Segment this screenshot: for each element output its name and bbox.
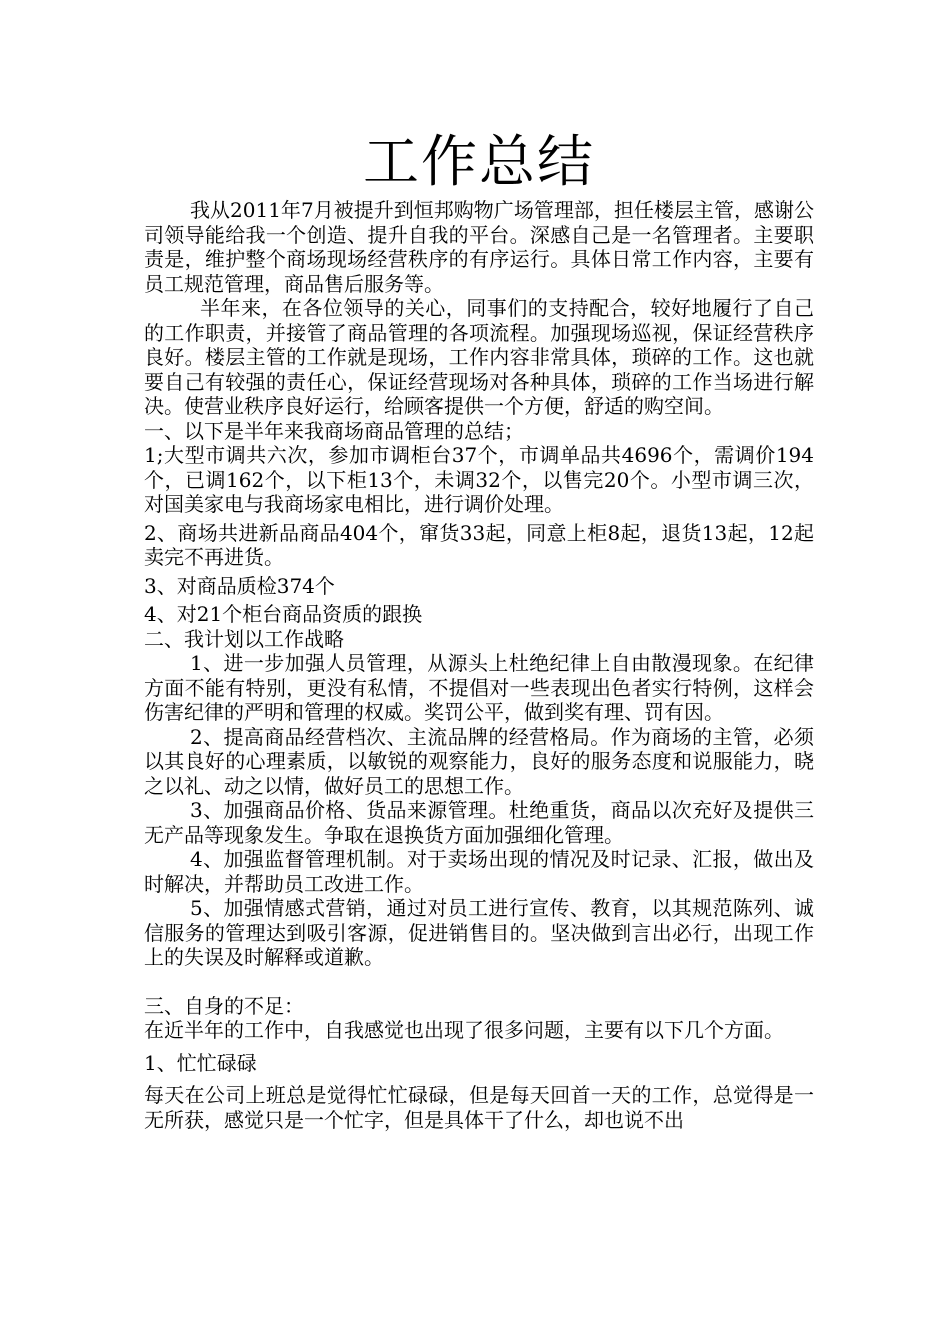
plan-item-5: 5、加强情感式营销，通过对员工进行宣传、教育，以其规范陈列、诚信服务的管理达到吸引客源，促进销售目的。坚决做到言出必行，出现工作上的失误及时解释或道歉。 [144,896,814,969]
section-heading-2: 二、我计划以工作战略 [144,626,344,651]
plan-item-2: 2、提高商品经营档次、主流品牌的经营格局。作为商场的主管，必须以其良好的心理素质，以敏锐的观察能力，良好的服务态度和说服能力，晓之以礼、动之以情，做好员工的思想工作。 [144,724,814,798]
plan-item-4: 4、加强监督管理机制。对于卖场出现的情况及时记录、汇报，做出及时解决，并帮助员工改进工作。 [144,847,814,896]
document-body [144,130,814,1132]
section-heading-3: 三、自身的不足： [144,993,304,1018]
plan-item-1: 1、进一步加强人员管理，从源头上杜绝纪律上自由散漫现象。在纪律方面不能有特别，更没有私情，不提倡对一些表现出色者实行特例，这样会伤害纪律的严明和管理的权威。奖罚公平，做到奖有理、罚有因。 [144,651,814,724]
plan-item-3: 3、加强商品价格、货品来源管理。杜绝重货，商品以次充好及提供三无产品等现象发生。争取在退换货方面加强细化管理。 [144,798,814,847]
paragraph-busy: 每天在公司上班总是觉得忙忙碌碌，但是每天回首一天的工作，总觉得是一无所获，感觉只是一个忙字，但是具体干了什么，却也说不出 [144,1083,814,1132]
list-item-1: 1;大型市调共六次，参加市调柜台37个，市调单品共4696个，需调价194个，已调162个，以下柜13个，未调32个，以售完20个。小型市调三次，对国美家电与我商场家电相比，进行调价处理。 [144,443,814,516]
paragraph-half-year: 半年来，在各位领导的关心，同事们的支持配合，较好地履行了自己的工作职责，并接管了商品管理的各项流程。加强现场巡视，保证经营秩序良好。楼层主管的工作就是现场，工作内容非常具体，琐碎的工作。这也就要自己有较强的责任心，保证经营现场对各种具体，琐碎的工作当场进行解决。使营业秩序良好运行，给顾客提供一个方便，舒适的购空间。 [144,296,814,418]
list-item-3: 3、对商品质检374个 [144,573,335,598]
list-item-2: 2、商场共进新品商品404个，窜货33起，同意上柜8起，退货13起，12起卖完不再进货。 [144,520,814,569]
paragraph-intro: 我从2011年7月被提升到恒邦购物广场管理部，担任楼层主管，感谢公司领导能给我一个创造、提升自我的平台。深感自己是一名管理者。主要职责是，维护整个商场现场经营秩序的有序运行。具体日常工作内容，主要有员工规范管理，商品售后服务等。 [144,198,814,296]
paragraph-shortcomings: 在近半年的工作中，自我感觉也出现了很多问题，主要有以下几个方面。 [144,1018,784,1042]
subheading-busy: 1、忙忙碌碌 [144,1050,257,1075]
section-heading-1: 一、以下是半年来我商场商品管理的总结； [144,418,524,443]
document-title: 工作总结 [363,130,595,195]
list-item-4: 4、对21个柜台商品资质的跟换 [144,602,423,626]
